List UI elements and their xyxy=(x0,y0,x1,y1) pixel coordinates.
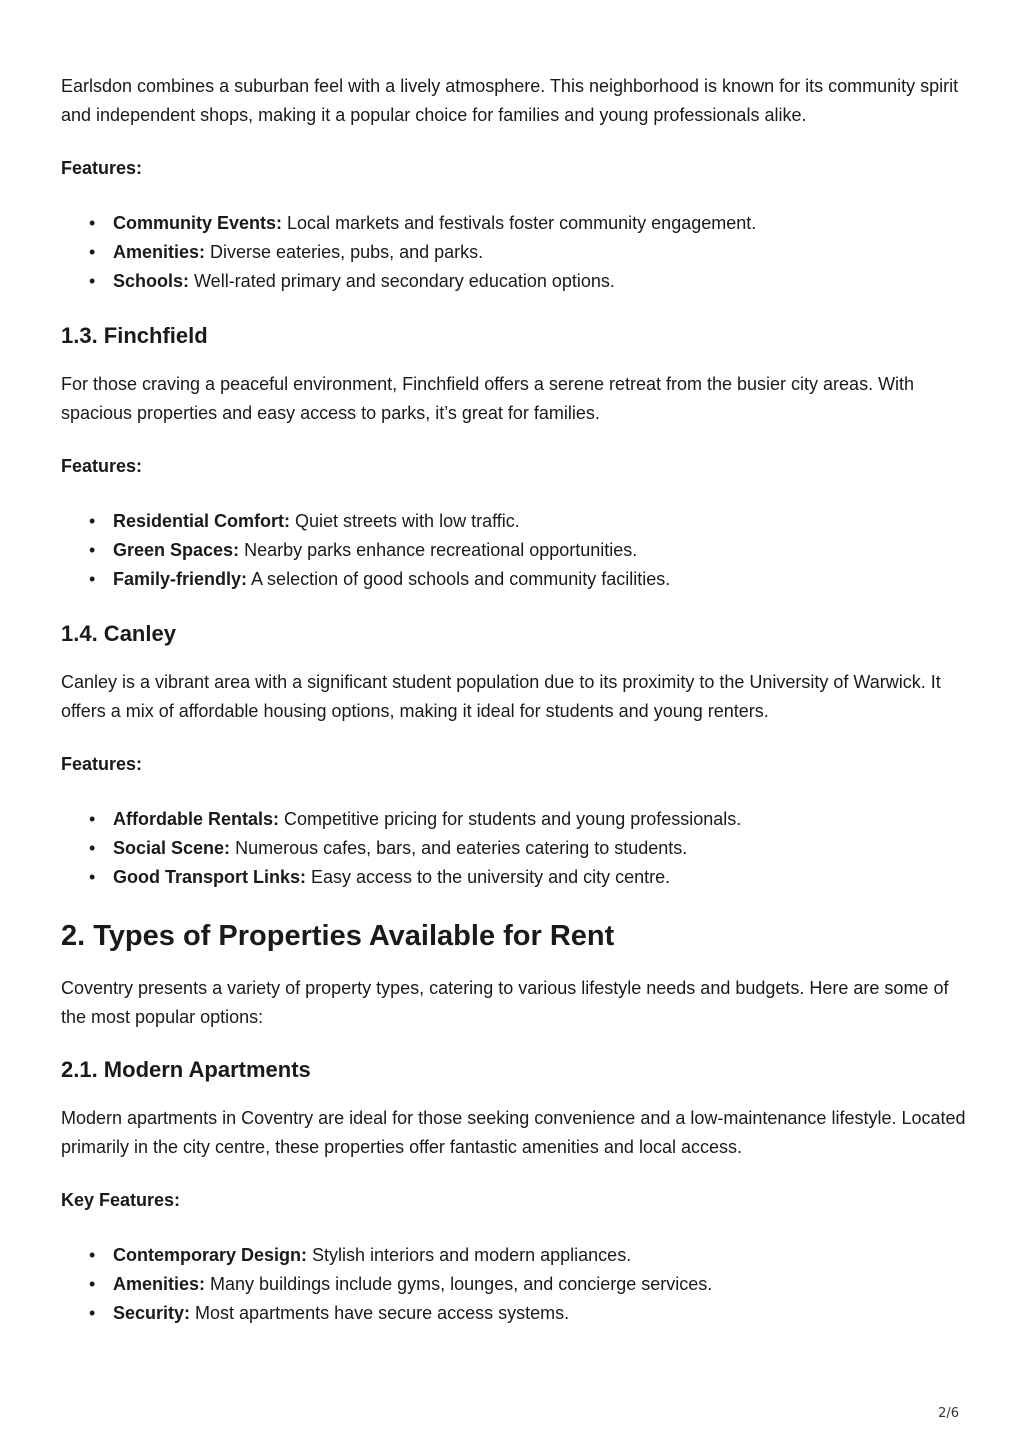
feature-text: A selection of good schools and community facilities. xyxy=(247,569,671,589)
modern-apartments-features-list xyxy=(61,1241,966,1328)
list-item xyxy=(89,1299,966,1328)
feature-text: Most apartments have secure access systems. xyxy=(190,1303,570,1323)
feature-text: Numerous cafes, bars, and eateries catering to students. xyxy=(230,838,688,858)
feature-label: Good Transport Links: xyxy=(113,867,307,887)
modern-apartments-features-label: Key Features: xyxy=(61,1190,181,1210)
bullet-icon: • xyxy=(89,569,96,589)
feature-text: Many buildings include gyms, lounges, and concierge services. xyxy=(205,1274,713,1294)
feature-label: Community Events: xyxy=(113,213,283,233)
bullet-icon: • xyxy=(89,511,96,531)
bullet-icon: • xyxy=(89,809,96,829)
bullet-icon: • xyxy=(89,242,96,262)
feature-label: Green Spaces: xyxy=(113,540,240,560)
property-types-heading: 2. Types of Properties Available for Rent xyxy=(61,920,615,952)
property-types-paragraph: Coventry presents a variety of property types, catering to various lifestyle needs and budgets. Here are some of the most popular options: xyxy=(61,978,949,1027)
feature-label: Schools: xyxy=(113,271,190,291)
list-item xyxy=(89,565,966,594)
feature-text: Easy access to the university and city centre. xyxy=(306,867,671,887)
feature-label: Residential Comfort: xyxy=(113,511,291,531)
list-item xyxy=(89,238,966,267)
bullet-icon: • xyxy=(89,213,96,233)
bullet-icon: • xyxy=(89,1303,96,1323)
modern-apartments-heading: 2.1. Modern Apartments xyxy=(61,1057,311,1082)
bullet-icon: • xyxy=(89,271,96,291)
feature-label: Amenities: xyxy=(113,242,206,262)
feature-text: Local markets and festivals foster community engagement. xyxy=(282,213,757,233)
feature-text: Quiet streets with low traffic. xyxy=(290,511,520,531)
bullet-icon: • xyxy=(89,540,96,560)
bullet-icon: • xyxy=(89,1274,96,1294)
feature-label: Security: xyxy=(113,1303,191,1323)
finchfield-heading: 1.3. Finchfield xyxy=(61,323,208,348)
list-item xyxy=(89,863,966,892)
list-item xyxy=(89,1270,966,1299)
list-item xyxy=(89,805,966,834)
canley-features-label: Features: xyxy=(61,754,143,774)
list-item xyxy=(89,209,966,238)
feature-text: Well-rated primary and secondary education options. xyxy=(189,271,615,291)
feature-label: Contemporary Design: xyxy=(113,1245,308,1265)
feature-label: Amenities: xyxy=(113,1274,206,1294)
modern-apartments-paragraph: Modern apartments in Coventry are ideal for those seeking convenience and a low-maintenance lifestyle. Located primarily in the city centre, these properties offer fantastic amenities and local access. xyxy=(61,1108,966,1157)
finchfield-features-list xyxy=(61,507,966,594)
feature-text: Diverse eateries, pubs, and parks. xyxy=(205,242,484,262)
list-item xyxy=(89,536,966,565)
list-item xyxy=(89,1241,966,1270)
bullet-icon: • xyxy=(89,838,96,858)
bullet-icon: • xyxy=(89,1245,96,1265)
canley-heading: 1.4. Canley xyxy=(61,621,176,646)
list-item xyxy=(89,834,966,863)
list-item xyxy=(89,267,966,296)
feature-text: Nearby parks enhance recreational opportunities. xyxy=(239,540,638,560)
document-page xyxy=(61,72,966,1354)
finchfield-features-label: Features: xyxy=(61,456,143,476)
feature-label: Social Scene: xyxy=(113,838,231,858)
feature-text: Competitive pricing for students and young professionals. xyxy=(279,809,742,829)
canley-paragraph: Canley is a vibrant area with a significant student population due to its proximity to the University of Warwick. It offers a mix of affordable housing options, making it ideal for students and young renters. xyxy=(61,672,941,721)
feature-label: Affordable Rentals: xyxy=(113,809,280,829)
page-number: 2/6 xyxy=(938,1406,959,1421)
list-item xyxy=(89,507,966,536)
earlsdon-features-label: Features: xyxy=(61,158,143,178)
canley-features-list xyxy=(61,805,966,892)
bullet-icon: • xyxy=(89,867,96,887)
feature-text: Stylish interiors and modern appliances. xyxy=(307,1245,632,1265)
feature-label: Family-friendly: xyxy=(113,569,248,589)
earlsdon-features-list xyxy=(61,209,966,296)
finchfield-paragraph: For those craving a peaceful environment, Finchfield offers a serene retreat from the busier city areas. With spacious properties and easy access to parks, it’s great for families. xyxy=(61,374,915,423)
earlsdon-paragraph: Earlsdon combines a suburban feel with a lively atmosphere. This neighborhood is known for its community spirit and independent shops, making it a popular choice for families and young professionals alike. xyxy=(61,76,959,125)
